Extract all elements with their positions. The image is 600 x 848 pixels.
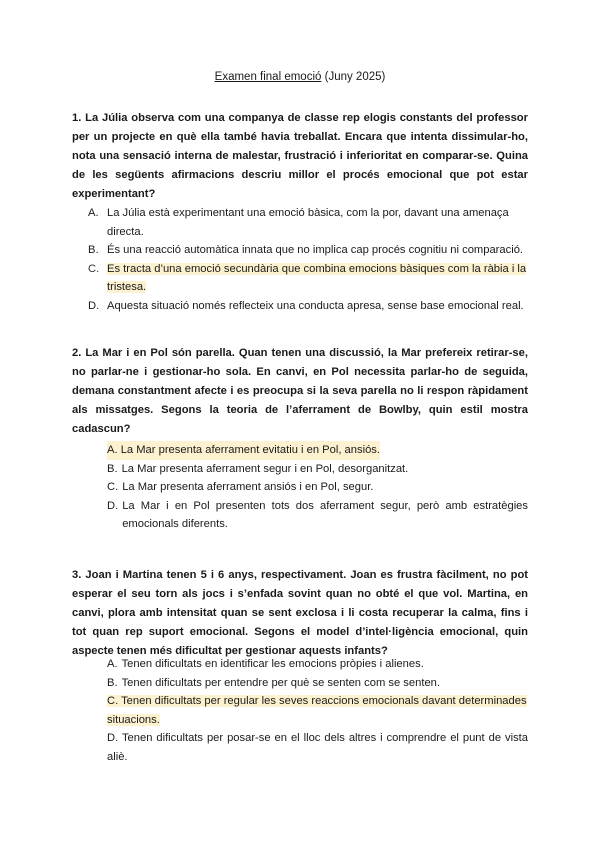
- highlighted-answer: Es tracta d’una emoció secundària que combina emocions bàsiques com la ràbia i la tristesa.: [107, 262, 527, 293]
- option-text: Tenen dificultats per posar-se en el lloc dels altres i comprendre el punt de vista aliè.: [107, 732, 528, 763]
- q2-option-d: [107, 497, 528, 534]
- option-letter: D.: [107, 732, 119, 744]
- q1-option-a: [88, 204, 534, 241]
- highlighted-answer: [107, 695, 527, 726]
- q3-option-b: [107, 674, 528, 693]
- q3-option-a: [107, 655, 528, 674]
- question-1-text: 1. La Júlia observa com una companya de classe rep elogis constants del professor per un projecte en què ella també havia treballat. Encara que intenta dissimular-ho, nota una sensació interna de malestar, frustració i inferioritat en comparar-se. Quina de les següents afirmacions descriu millor el procés emocional que pot estar experimentant?: [72, 112, 528, 200]
- q1-option-c-highlighted: [88, 260, 534, 297]
- option-text: La Mar presenta aferrament segur i en Pol, desorganitzat.: [121, 462, 409, 475]
- option-text: La Mar presenta aferrament ansiós i en Pol, segur.: [122, 481, 374, 493]
- question-2-text: 2. La Mar i en Pol són parella. Quan tenen una discussió, la Mar prefereix retirar-se, no parlar-ne i gestionar-ho sola. En canvi, en Pol necessita parlar-ho de seguida, demana constantment afecte i es preocupa si la seva parella no li respon ràpidament als missatges. Segons la teoria de l’aferrament de Bowlby, quin estil mostra cadascun?: [72, 347, 528, 435]
- option-text: La Mar presenta aferrament evitatiu i en Pol, ansiós.: [120, 444, 380, 456]
- option-text: La Júlia està experimentant una emoció bàsica, com la por, davant una amenaça directa.: [107, 207, 509, 238]
- question-2-options: [107, 441, 528, 534]
- option-text: Tenen dificultats en identificar les emocions pròpies i alienes.: [121, 658, 424, 670]
- option-text: [107, 260, 534, 297]
- option-letter: A.: [107, 444, 118, 456]
- option-text: Aquesta situació només reflecteix una conducta apresa, sense base emocional real.: [107, 299, 524, 312]
- question-3-options: [107, 655, 528, 766]
- question-3-text: 3. Joan i Martina tenen 5 i 6 anys, respectivament. Joan es frustra fàcilment, no pot esperar el seu torn als jocs i s’enfada sovint quan no obté el que vol. Martina, en canvi, plora amb intensitat quan se sent exclosa i li costa recuperar la calma, fins i tot quan rep suport emocional. Segons el model d’intel·ligència emocional, quin aspecte tenen més dificultat per gestionar aquests infants?: [72, 569, 528, 657]
- option-letter: A.: [88, 207, 99, 219]
- option-letter: A.: [107, 658, 118, 670]
- q1-option-b: [88, 241, 534, 260]
- option-text: Tenen dificultats per entendre per què se senten com se senten.: [121, 676, 440, 689]
- option-letter: C.: [88, 262, 100, 275]
- option-letter: B.: [107, 462, 118, 475]
- option-letter: B.: [107, 676, 118, 689]
- option-text: És una reacció automàtica innata que no implica cap procés cognitiu ni comparació.: [107, 244, 524, 256]
- q2-option-c: [107, 478, 528, 497]
- option-letter: D.: [107, 499, 119, 512]
- title-main: Examen final emoció: [214, 71, 322, 83]
- option-letter: C.: [107, 695, 119, 707]
- option-text: La Mar i en Pol presenten tots dos aferrament segur, però amb estratègies emocionals diferents.: [122, 499, 528, 530]
- title-date: (Juny 2025): [324, 71, 386, 83]
- option-letter: D.: [88, 299, 100, 312]
- option-letter: C.: [107, 481, 119, 493]
- page-title: [0, 70, 600, 84]
- q3-option-d: [107, 729, 528, 766]
- q2-option-b: [107, 460, 528, 479]
- q3-option-c-highlighted: [107, 692, 528, 729]
- q2-option-a-highlighted: [107, 441, 528, 460]
- highlighted-answer: [107, 441, 380, 460]
- q1-option-d: [88, 297, 534, 316]
- option-text: Tenen dificultats per regular les seves reaccions emocionals davant determinades situacions.: [107, 695, 527, 726]
- question-1-options: [88, 204, 534, 315]
- option-letter: B.: [88, 244, 99, 256]
